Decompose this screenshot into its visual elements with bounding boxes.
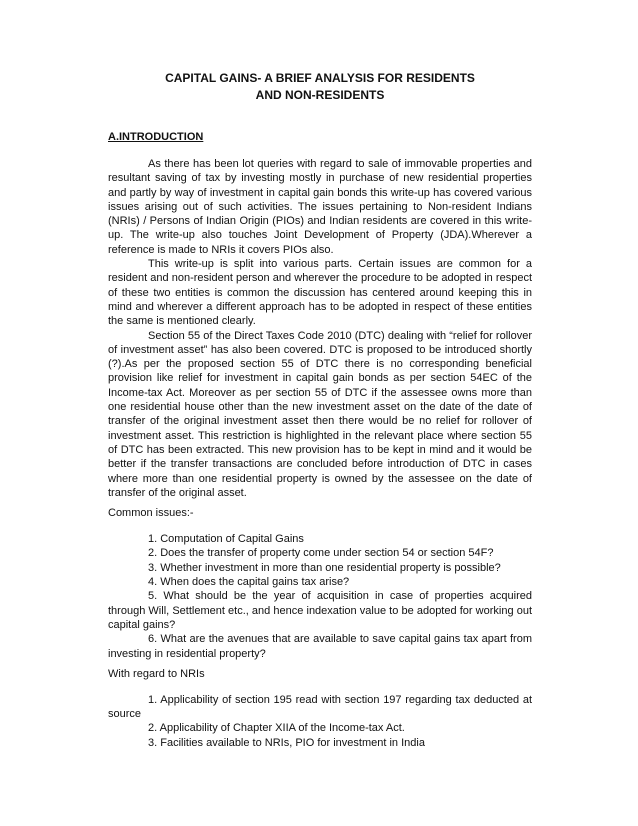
common-issue-item: 5. What should be the year of acquisition in case of properties acquired through Will, Settlement etc., and hence indexation value to be adopted for working out capital gains? [108, 590, 532, 631]
common-issue-item: 4. When does the capital gains tax arise? [148, 576, 350, 589]
common-issue-item: 6. What are the avenues that are available to save capital gains tax apart from investing in residential property? [108, 633, 532, 660]
intro-paragraph-3: Section 55 of the Direct Taxes Code 2010 (DTC) dealing with “relief for rollover of investment asset” has also been covered. DTC is proposed to be introduced shortly (?).As per the proposed section 55 of DTC there is no corresponding beneficial provision like relief for investment in capital gain bonds as per section 54EC of the Income-tax Act. Moreover as per section 55 of DTC if the assessee owns more than one residential house other than the new investment asset on the date of the date of transfer of the original investment asset then there would be no relief for rollover of investment asset. This restriction is highlighted in the relevant place where section 55 of DTC has been extracted. This new provision has to be kept in mind and it would be better if the transfer transactions are concluded before introduction of DTC in cases where more than one residential property is owned by the assessee on the date of transfer of the original asset. [108, 329, 532, 499]
section-heading: A.INTRODUCTION [108, 131, 204, 143]
common-issues-label: Common issues:- [108, 507, 194, 520]
common-issue-item: 3. Whether investment in more than one residential property is possible? [148, 561, 501, 574]
nri-issues-label: With regard to NRIs [108, 667, 205, 680]
common-issue-item: 1. Computation of Capital Gains [148, 533, 304, 546]
common-issue-item: 2. Does the transfer of property come under section 54 or section 54F? [148, 547, 494, 560]
nri-issue-item: 1. Applicability of section 195 read with section 197 regarding tax deducted at source [108, 693, 532, 721]
intro-paragraph-2: This write-up is split into various parts. Certain issues are common for a resident and non-resident person and wherever the procedure to be adopted in respect of these two entities is common the discussion has centered around keeping this in mind and wherever a different approach has to be adopted in respect of these entities the same is mentioned clearly. [108, 258, 532, 328]
document-page [108, 70, 532, 750]
nri-issue-item: 3. Facilities available to NRIs, PIO for investment in India [148, 736, 425, 749]
document-title-line-1: CAPITAL GAINS- A BRIEF ANALYSIS FOR RESIDENTS [165, 71, 475, 85]
document-title-line-2: AND NON-RESIDENTS [255, 88, 385, 102]
intro-paragraph-1: As there has been lot queries with regard to sale of immovable properties and resultant saving of tax by investing mostly in purchase of new residential properties and partly by way of investment in capital gain bonds this write-up has covered various issues arising out of such activities. The issues pertaining to Non-resident Indians (NRIs) / Persons of Indian Origin (PIOs) and Indian residents are covered in this write-up. The write-up also touches Joint Development of Property (JDA).Wherever a reference is made to NRIs it covers PIOs also. [108, 158, 532, 256]
nri-issue-item: 2. Applicability of Chapter XIIA of the Income-tax Act. [148, 722, 405, 735]
